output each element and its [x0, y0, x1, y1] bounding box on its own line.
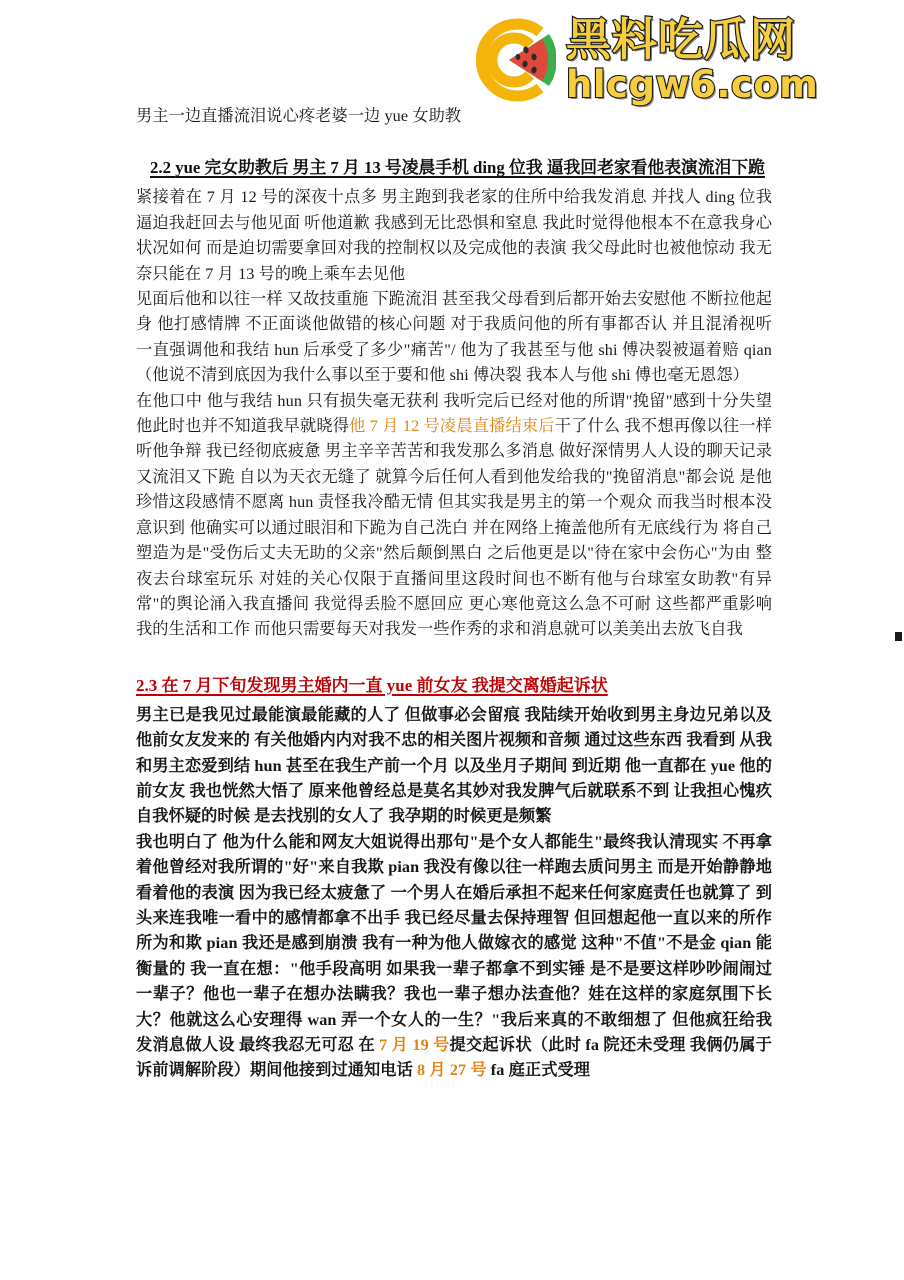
- watermark-url: hlcgw6.com: [566, 63, 819, 106]
- highlight-date-acceptance: 8 月 27 号: [417, 1061, 487, 1080]
- heading-2-2-number: 2.2: [150, 158, 171, 178]
- section-2-3-body: [136, 703, 772, 1084]
- lead-line: 男主一边直播流泪说心疼老婆一边 yue 女助教: [136, 107, 462, 125]
- heading-2-3-title: 在 7 月下旬发现男主婚内一直 yue 前女友 我提交离婚起诉状: [161, 675, 608, 695]
- site-watermark: [452, 8, 892, 112]
- heading-2-3-number: 2.3: [136, 675, 158, 695]
- heading-section-2-3: [136, 673, 772, 699]
- text-before-highlight: 在他口中 他与我结 hun 只有损失毫无获利 我听完后已经对他的所谓"挽留"感到十分失望 他此时也并不知道我早就晓得: [136, 391, 772, 436]
- paragraph: 男主已是我见过最能演最能藏的人了 但做事必会留痕 我陆续开始收到男主身边兄弟以及他前女友发来的 有关他婚内内对我不忠的相关图片视频和音频 通过这些东西 我看到 从我和男主恋爱到结 hun 甚至在我生产前一个月 以及坐月子期间 到近期 他一直都在 yue 他的前女友 我也恍然大悟了 原来他曾经总是莫名其妙对我发脾气后就联系不到 让我担心愧疚自我怀疑的时候 是去找别的女人了 我孕期的时候更是频繁: [136, 705, 772, 826]
- scan-artifact-mark: [895, 632, 902, 641]
- paragraph-with-highlight: [136, 389, 772, 643]
- text-before-highlights: 我也明白了 他为什么能和网友大姐说得出那句"是个女人都能生"最终我认清现实 不再拿着他曾经对我所谓的"好"来自我欺 pian 我没有像以往一样跑去质问男主 而是开始静静地看着他的表演 因为我已经太疲惫了 一个男人在婚后承担不起来任何家庭责任也就算了 到头来连我唯一看中的感情都拿不出手 我已经尽量去保持理智 但回想起他一直以来的所作所为和欺 pian 我还是感到崩溃 我有一种为他人做嫁衣的感觉 这种"不值"不是金 qian 能衡量的 我一直在想："他手段高明 如果我一辈子都拿不到实锤 是不是要这样吵吵闹闹过一辈子？他也一辈子在想办法瞒我？我也一辈子想办法查他？娃在这样的家庭氛围下长大？他就这么心安理得 wan 弄一个女人的一生？"我后来真的不敢细想了 但他疯狂给我发消息做人设 最终我忍无可忍 在: [136, 832, 772, 1054]
- paragraph: 见面后他和以往一样 又故技重施 下跪流泪 甚至我父母看到后都开始去安慰他 不断拉他起身 他打感情牌 不正面谈他做错的核心问题 对于我质问他的所有事都否认 并且混淆视听 一直强调他和我结 hun 后承受了多少"痛苦"/ 他为了我甚至与他 shi 傅决裂被逼着赔 qian（他说不清到底因为我什么事以至于要和他 shi 傅决裂 我本人与他 shi 傅也毫无恩怨）: [136, 290, 772, 385]
- watermelon-c-logo-icon: [452, 12, 556, 108]
- heading-2-2-title: yue 完女助教后 男主 7 月 13 号凌晨手机 ding 位我 逼我回老家看他表演流泪下跪: [175, 158, 765, 178]
- watermark-site-name: 黑料吃瓜网: [566, 13, 797, 66]
- document-body: [136, 104, 772, 1084]
- watermark-wordmark: [566, 13, 819, 106]
- highlight-date-text: 他 7 月 12 号凌晨直播结束后: [349, 417, 555, 436]
- section-gap: [136, 643, 772, 673]
- heading-section-2-2: [136, 155, 772, 181]
- text-after-highlight: 干了什么 我不想再像以往一样听他争辩 我已经彻底疲惫 男主辛辛苦苦和我发那么多消息 做好深情男人人设的聊天记录 又流泪又下跪 自以为天衣无缝了 就算今后任何人看到他发给我的"挽留消息"都会说 是他珍惜这段感情不愿离 hun 责怪我冷酷无情 但其实我是男主的第一个观众 而我当时根本没意识到 他确实可以通过眼泪和下跪为自己洗白 并在网络上掩盖他所有无底线行为 将自己塑造为是"受伤后丈夫无助的父亲"然后颠倒黑白 之后他更是以"待在家中会伤心"为由 整夜去台球室玩乐 对娃的关心仅限于直播间里这段时间也不断有他与台球室女助教"有异常"的舆论涌入我直播间 我觉得丢脸不愿回应 更心寒他竟这么急不可耐 这些都严重影响我的生活和工作 而他只需要每天对我发一些作秀的求和消息就可以美美出去放飞自我: [136, 417, 773, 639]
- text-after-highlights: fa 庭正式受理: [486, 1061, 591, 1080]
- highlight-date-filing: 7 月 19 号: [379, 1036, 450, 1054]
- paragraph-with-highlights: [136, 830, 772, 1084]
- paragraph: 紧接着在 7 月 12 号的深夜十点多 男主跑到我老家的住所中给我发消息 并找人 ding 位我 逼迫我赶回去与他见面 听他道歉 我感到无比恐惧和窒息 我此时觉得他根本不在意我身心状况如何 而是迫切需要拿回对我的控制权以及完成他的表演 我父母此时也被他惊动 我无奈只能在 7 月 13 号的晚上乘车去见他: [136, 188, 772, 283]
- text-between-highlights: 提交起诉状（此时 fa 院还未受理 我俩仍属于诉前调解阶段）期间他接到过通知电话: [136, 1036, 772, 1080]
- section-2-2-body: [136, 185, 772, 642]
